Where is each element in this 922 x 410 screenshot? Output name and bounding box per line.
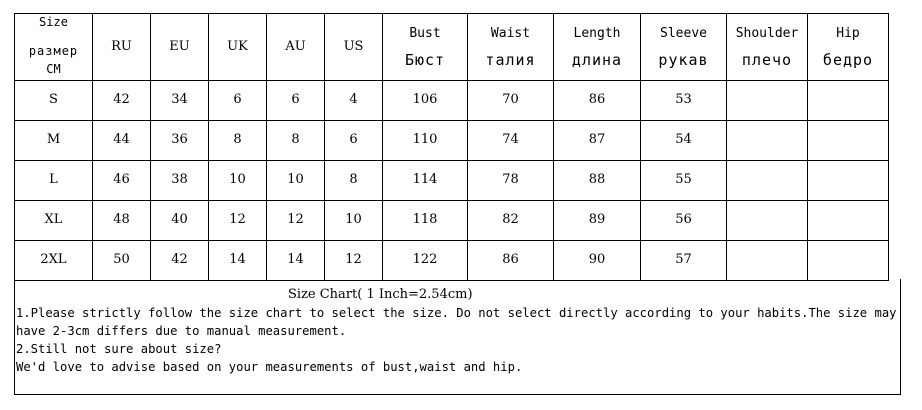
size-header-unit: CM [46, 62, 61, 76]
eu-cell: 42 [151, 241, 209, 281]
size-label-cell: S [15, 81, 93, 121]
waist-cell: 70 [468, 81, 554, 121]
length-cell: 87 [554, 121, 641, 161]
ru-cell: 48 [93, 201, 151, 241]
size-header-en: Size [39, 15, 68, 29]
bust-cell: 122 [383, 241, 468, 281]
shoulder-cell [727, 81, 808, 121]
uk-cell: 10 [209, 161, 267, 201]
header-au: AU [267, 14, 325, 81]
header-sleeve-ru: рукав [658, 50, 709, 69]
table-header-row [15, 14, 889, 81]
eu-cell: 38 [151, 161, 209, 201]
size-label-cell: XL [15, 201, 93, 241]
header-sleeve-en: Sleeve [660, 25, 707, 41]
us-cell: 4 [325, 81, 383, 121]
note-line: 2.Still not sure about size? [16, 342, 222, 356]
header-waist-en: Waist [490, 25, 531, 41]
eu-cell: 34 [151, 81, 209, 121]
au-cell: 14 [267, 241, 325, 281]
table-row [15, 161, 889, 201]
us-cell: 10 [325, 201, 383, 241]
us-cell: 8 [325, 161, 383, 201]
bust-cell: 110 [383, 121, 468, 161]
size-header-cell [15, 14, 93, 81]
sleeve-cell: 57 [641, 241, 727, 281]
eu-cell: 40 [151, 201, 209, 241]
header-shoulder-en: Shoulder [735, 25, 799, 41]
au-cell: 10 [267, 161, 325, 201]
bust-cell: 118 [383, 201, 468, 241]
sleeve-cell: 55 [641, 161, 727, 201]
header-bust-ru: Бюст [404, 50, 446, 69]
table-row [15, 121, 889, 161]
header-shoulder [727, 14, 808, 81]
uk-cell: 8 [209, 121, 267, 161]
uk-cell: 14 [209, 241, 267, 281]
header-uk: UK [209, 14, 267, 81]
waist-cell: 74 [468, 121, 554, 161]
shoulder-cell [727, 121, 808, 161]
header-length [554, 14, 641, 81]
sleeve-cell: 53 [641, 81, 727, 121]
uk-cell: 6 [209, 81, 267, 121]
header-hip-en: Hip [836, 25, 860, 41]
eu-cell: 36 [151, 121, 209, 161]
table-row [15, 241, 889, 281]
hip-cell [808, 201, 889, 241]
header-bust-en: Bust [409, 25, 441, 41]
au-cell: 6 [267, 81, 325, 121]
header-sleeve [641, 14, 727, 81]
au-cell: 12 [267, 201, 325, 241]
header-waist-ru: талия [485, 50, 536, 69]
sleeve-cell: 56 [641, 201, 727, 241]
ru-cell: 46 [93, 161, 151, 201]
header-hip-ru: бедро [822, 50, 874, 69]
ru-cell: 44 [93, 121, 151, 161]
waist-cell: 86 [468, 241, 554, 281]
table-row [15, 201, 889, 241]
hip-cell [808, 161, 889, 201]
size-chart-caption: Size Chart( 1 Inch=2.54cm) [288, 287, 473, 302]
header-eu: EU [151, 14, 209, 81]
hip-cell [808, 121, 889, 161]
au-cell: 8 [267, 121, 325, 161]
shoulder-cell [727, 241, 808, 281]
size-chart-table [14, 13, 889, 281]
size-notes-box [14, 279, 904, 395]
length-cell: 86 [554, 81, 641, 121]
size-label-cell: L [15, 161, 93, 201]
size-label-cell: M [15, 121, 93, 161]
header-hip [808, 14, 889, 81]
header-bust [383, 14, 468, 81]
us-cell: 6 [325, 121, 383, 161]
sleeve-cell: 54 [641, 121, 727, 161]
shoulder-cell [727, 161, 808, 201]
uk-cell: 12 [209, 201, 267, 241]
header-ru: RU [93, 14, 151, 81]
size-label-cell: 2XL [15, 241, 93, 281]
ru-cell: 50 [93, 241, 151, 281]
ru-cell: 42 [93, 81, 151, 121]
waist-cell: 78 [468, 161, 554, 201]
table-row [15, 81, 889, 121]
hip-cell [808, 81, 889, 121]
hip-cell [808, 241, 889, 281]
header-waist [468, 14, 554, 81]
bust-cell: 114 [383, 161, 468, 201]
length-cell: 89 [554, 201, 641, 241]
size-header-ru: размер [28, 44, 79, 58]
bust-cell: 106 [383, 81, 468, 121]
us-cell: 12 [325, 241, 383, 281]
length-cell: 88 [554, 161, 641, 201]
note-line: We'd love to advise based on your measurements of bust,waist and hip. [16, 360, 523, 374]
header-length-en: Length [573, 25, 621, 41]
length-cell: 90 [554, 241, 641, 281]
shoulder-cell [727, 201, 808, 241]
waist-cell: 82 [468, 201, 554, 241]
header-shoulder-ru: плечо [741, 50, 793, 69]
header-us: US [325, 14, 383, 81]
header-length-ru: длина [571, 50, 623, 69]
note-line: 1.Please strictly follow the size chart to select the size. Do not select directly according to your habits.The size may have 2-3cm differs due to manual measurement. [16, 306, 904, 338]
